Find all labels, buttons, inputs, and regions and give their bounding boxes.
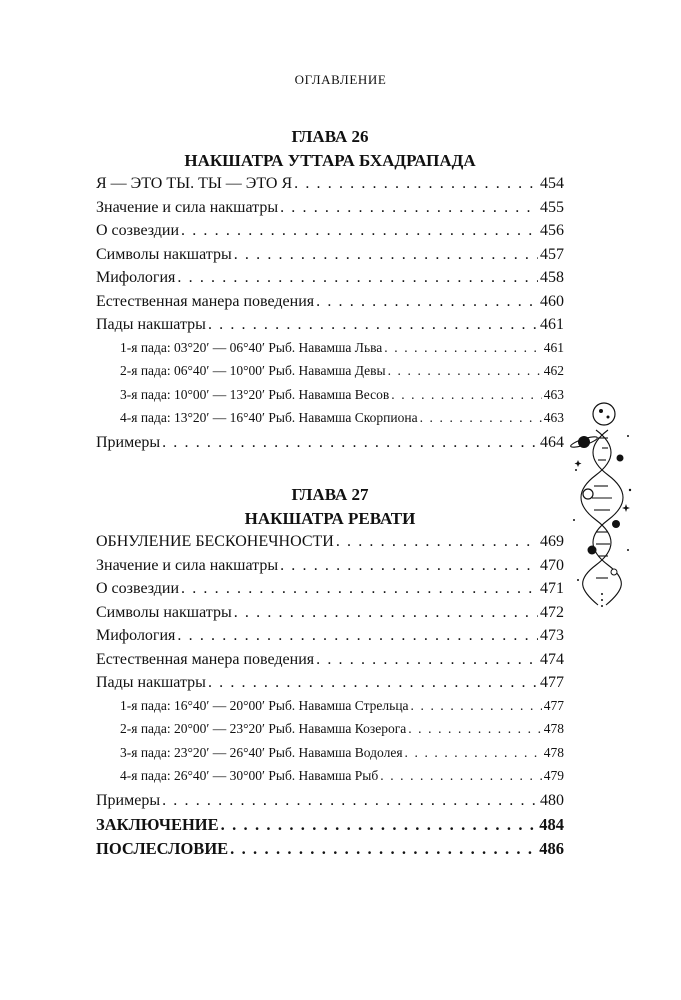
toc-entry[interactable]	[96, 269, 564, 293]
toc-entry-page: 460	[540, 292, 564, 310]
toc-entry[interactable]	[96, 651, 564, 675]
toc-entry-label: Символы накшатры	[96, 603, 232, 621]
toc-entry-label: Я — ЭТО ТЫ. ТЫ — ЭТО Я	[96, 175, 293, 192]
toc-entry[interactable]	[96, 792, 564, 816]
toc-entry-label: 2-я пада: 06°40′ — 10°00′ Рыб. Навамша Девы	[120, 363, 386, 378]
toc-entry-page: 472	[540, 603, 564, 621]
toc-entry-label: Примеры	[96, 433, 161, 451]
toc-entry[interactable]	[96, 557, 564, 581]
chapter-title: НАКШАТРА РЕВАТИ	[244, 509, 416, 528]
toc-entry-page: 463	[543, 410, 564, 425]
toc-subentry[interactable]	[96, 721, 564, 745]
toc-subentry[interactable]	[96, 745, 564, 769]
toc-entry-label: 4-я пада: 26°40′ — 30°00′ Рыб. Навамша Рыб	[120, 768, 379, 783]
toc-entry-page: 480	[540, 791, 564, 809]
toc-entry-page: 477	[540, 674, 564, 691]
toc-entry-page: 484	[539, 815, 564, 834]
toc-entry-label: Естественная манера поведения	[96, 292, 315, 310]
toc-entry-page: 463	[543, 386, 564, 402]
toc-entry-page: 474	[540, 650, 564, 668]
toc-entry-page: 473	[540, 627, 564, 644]
toc-entry-label: ЗАКЛЮЧЕНИЕ	[96, 815, 219, 834]
toc-entry-page: 461	[543, 339, 564, 355]
toc-subentry[interactable]	[96, 340, 564, 364]
toc-entry-label: ПОСЛЕСЛОВИЕ	[96, 838, 229, 858]
toc-entry-page: 479	[543, 768, 564, 783]
toc-entry-page: 477	[543, 697, 564, 713]
toc-entry-page: 457	[540, 245, 564, 263]
dna-planets-ornament-icon	[568, 400, 638, 610]
chapter-number: ГЛАВА 27	[291, 485, 369, 504]
toc-entry-page: 478	[543, 744, 564, 760]
toc-entry-page: 464	[540, 433, 564, 451]
toc-subentry[interactable]	[96, 768, 564, 792]
toc-chapter-26	[96, 125, 564, 457]
chapter-number: ГЛАВА 26	[291, 127, 369, 146]
toc-entry[interactable]	[96, 533, 564, 557]
toc-entry[interactable]	[96, 627, 564, 651]
toc-entry[interactable]	[96, 316, 564, 340]
toc-entry[interactable]	[96, 175, 564, 199]
toc-entry-page: 455	[540, 198, 564, 216]
toc-entry-page: 471	[540, 580, 564, 597]
toc-entry[interactable]	[96, 580, 564, 604]
toc-entry-label: О созвездии	[96, 222, 180, 239]
toc-entry[interactable]	[96, 222, 564, 246]
toc-entry-label: Естественная манера поведения	[96, 650, 315, 668]
toc-entry-label: 1-я пада: 16°40′ — 20°00′ Рыб. Навамша Стрельца	[120, 697, 409, 713]
toc-entry-page: 461	[540, 316, 564, 333]
toc-subentry[interactable]	[96, 698, 564, 722]
toc-entry-label: Значение и сила накшатры	[96, 556, 279, 574]
toc-entry-label: 1-я пада: 03°20′ — 06°40′ Рыб. Навамша Льва	[120, 339, 383, 355]
toc-entry-page: 478	[543, 721, 564, 736]
toc-entry-page: 470	[540, 556, 564, 574]
toc-entry-label: Мифология	[96, 269, 176, 286]
toc-entry-page: 458	[540, 269, 564, 286]
toc-entry-page: 469	[540, 533, 564, 550]
toc-entry-label: Пады накшатры	[96, 316, 206, 333]
toc-entry-label: Значение и сила накшатры	[96, 198, 279, 216]
toc-entry-afterword[interactable]	[96, 839, 564, 863]
toc-entry-label: О созвездии	[96, 580, 180, 597]
chapter-title: НАКШАТРА УТТАРА БХАДРАПАДА	[184, 151, 476, 170]
toc-subentry[interactable]	[96, 410, 564, 434]
toc-entry-page: 456	[540, 222, 564, 239]
toc-entry-label: Мифология	[96, 627, 176, 644]
toc-subentry[interactable]	[96, 387, 564, 411]
toc-subentry[interactable]	[96, 363, 564, 387]
toc-entry-label: Примеры	[96, 791, 161, 809]
toc-entry[interactable]	[96, 293, 564, 317]
toc-entry-page: 454	[540, 175, 564, 192]
toc-entry[interactable]	[96, 199, 564, 223]
toc-entry-label: 4-я пада: 13°20′ — 16°40′ Рыб. Навамша Скорпиона	[120, 410, 418, 425]
toc-entry[interactable]	[96, 434, 564, 458]
toc-entry-page: 486	[539, 838, 564, 858]
toc-entry-label: 2-я пада: 20°00′ — 23°20′ Рыб. Навамша Козерога	[120, 721, 407, 736]
toc-entry-label: Пады накшатры	[96, 674, 206, 691]
toc-entry[interactable]	[96, 674, 564, 698]
toc-entry-label: 3-я пада: 10°00′ — 13°20′ Рыб. Навамша Весов	[120, 386, 390, 402]
running-head: ОГЛАВЛЕНИЕ	[294, 72, 387, 87]
toc-chapter-27	[96, 483, 564, 862]
toc-entry-conclusion[interactable]	[96, 815, 564, 839]
toc-entry-page: 462	[543, 363, 564, 378]
toc-entry[interactable]	[96, 604, 564, 628]
toc-entry-label: 3-я пада: 23°20′ — 26°40′ Рыб. Навамша Водолея	[120, 744, 403, 760]
toc-entry[interactable]	[96, 246, 564, 270]
toc-entry-label: Символы накшатры	[96, 245, 232, 263]
toc-entry-label: ОБНУЛЕНИЕ БЕСКОНЕЧНОСТИ	[96, 533, 334, 550]
